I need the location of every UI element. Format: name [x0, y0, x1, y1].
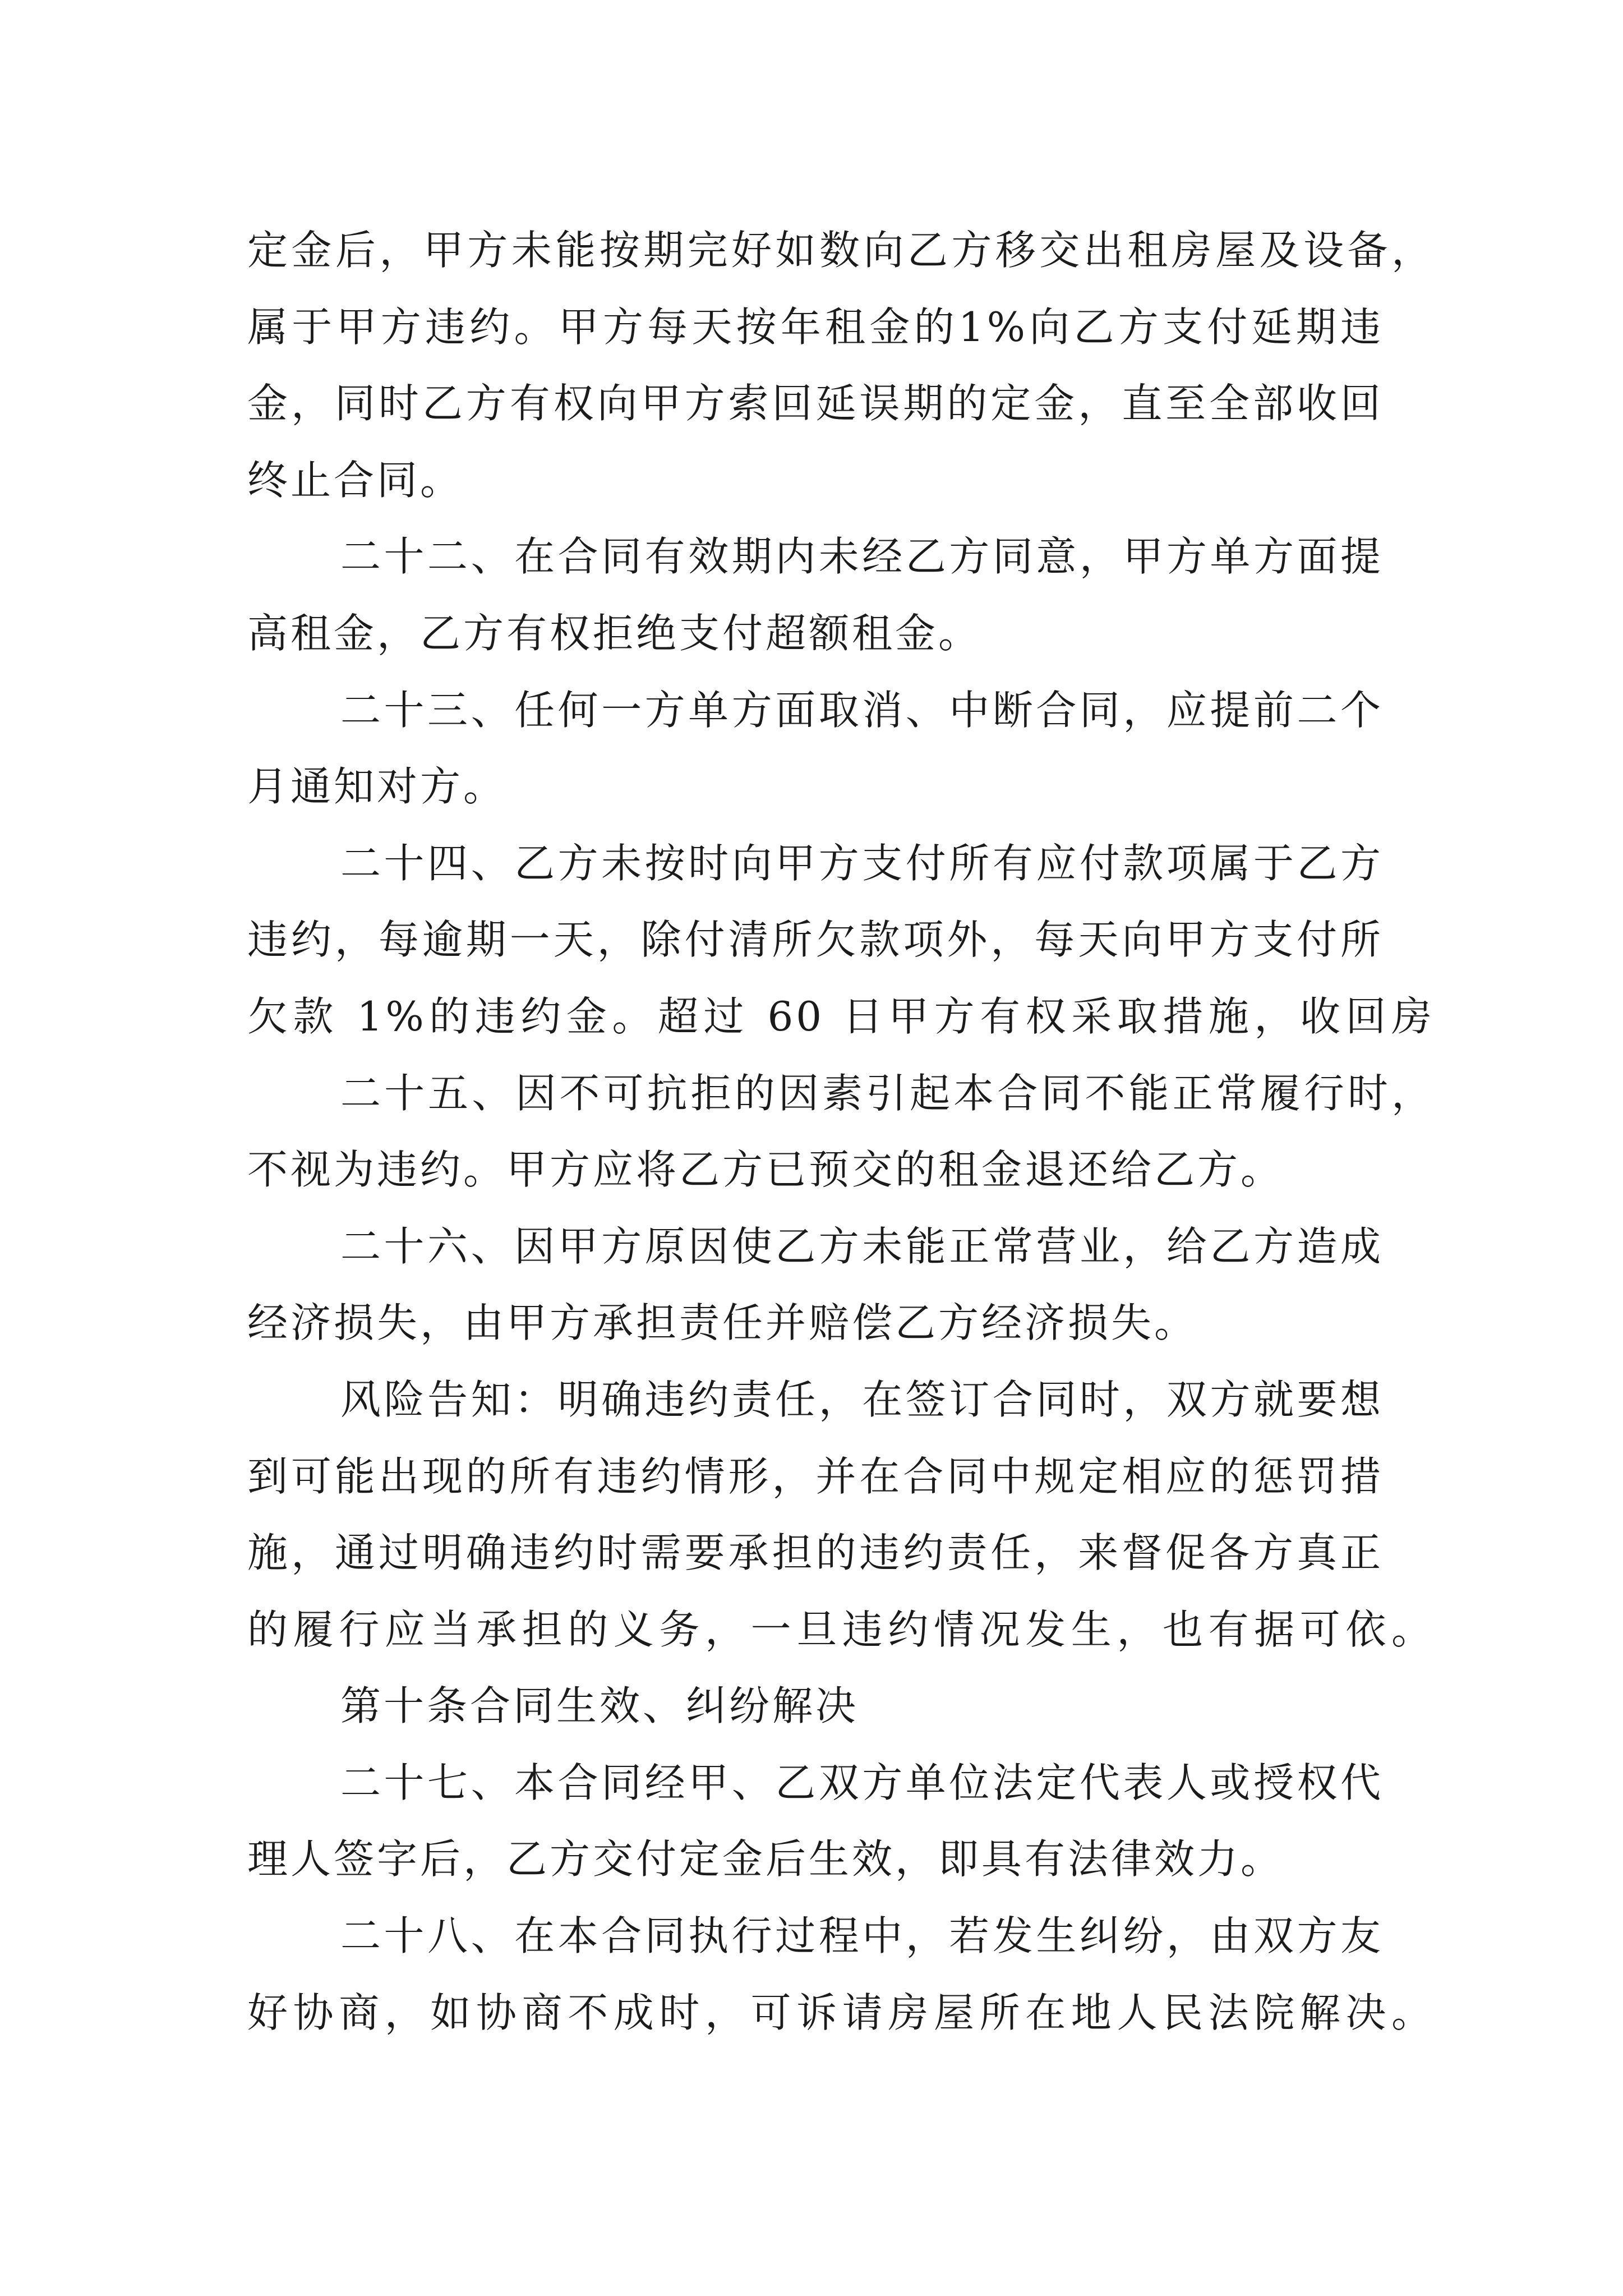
text-line: 施，通过明确违约时需要承担的违约责任，来督促各方真正 [247, 1529, 1384, 1577]
text-line: 二十二、在合同有效期内未经乙方同意，甲方单方面提 [340, 533, 1384, 581]
text-line: 属于甲方违约。甲方每天按年租金的1%向乙方支付延期违 [247, 303, 1384, 351]
text-line: 到可能出现的所有违约情形，并在合同中规定相应的惩罚措 [247, 1452, 1384, 1500]
text-line: 终止合同。 [247, 456, 464, 504]
text-line: 不视为违约。甲方应将乙方已预交的租金退还给乙方。 [247, 1146, 1284, 1194]
text-line: 第十条合同生效、纠纷解决 [340, 1682, 859, 1730]
text-line: 理人签字后，乙方交付定金后生效，即具有法律效力。 [247, 1835, 1284, 1883]
document-body [247, 212, 1435, 2051]
text-line: 好协商，如协商不成时，可诉请房屋所在地人民法院解决。 [247, 1989, 1435, 2036]
text-line: 二十五、因不可抗拒的因素引起本合同不能正常履行时， [340, 1069, 1435, 1117]
text-line: 二十三、任何一方单方面取消、中断合同，应提前二个 [340, 686, 1384, 734]
paragraph [247, 1055, 1435, 1208]
paragraph [247, 825, 1435, 1055]
paragraph [247, 1898, 1435, 2051]
paragraph [247, 1208, 1435, 1361]
text-line: 二十四、乙方未按时向甲方支付所有应付款项属于乙方 [340, 839, 1384, 887]
text-line: 二十六、因甲方原因使乙方未能正常营业，给乙方造成 [340, 1222, 1384, 1270]
text-line: 风险告知：明确违约责任，在签订合同时，双方就要想 [340, 1375, 1384, 1423]
text-line: 月通知对方。 [247, 763, 507, 811]
text-line: 定金后，甲方未能按期完好如数向乙方移交出租房屋及设备， [247, 227, 1435, 274]
paragraph [247, 1361, 1435, 1668]
text-line: 欠款 1%的违约金。超过 60 日甲方有权采取措施，收回房 [247, 992, 1435, 1040]
paragraph [247, 212, 1435, 518]
text-line: 违约，每逾期一天，除付清所欠款项外，每天向甲方支付所 [247, 916, 1384, 964]
paragraph [247, 1745, 1435, 1898]
text-line: 二十七、本合同经甲、乙双方单位法定代表人或授权代 [340, 1759, 1384, 1806]
text-line: 二十八、在本合同执行过程中，若发生纠纷，由双方友 [340, 1912, 1384, 1960]
text-line: 的履行应当承担的义务，一旦违约情况发生，也有据可依。 [247, 1605, 1435, 1653]
text-line: 高租金，乙方有权拒绝支付超额租金。 [247, 609, 982, 657]
paragraph [247, 518, 1435, 671]
section-heading [247, 1668, 1435, 1745]
paragraph [247, 672, 1435, 825]
text-line: 经济损失，由甲方承担责任并赔偿乙方经济损失。 [247, 1299, 1198, 1347]
text-line: 金，同时乙方有权向甲方索回延误期的定金，直至全部收回 [247, 380, 1384, 427]
